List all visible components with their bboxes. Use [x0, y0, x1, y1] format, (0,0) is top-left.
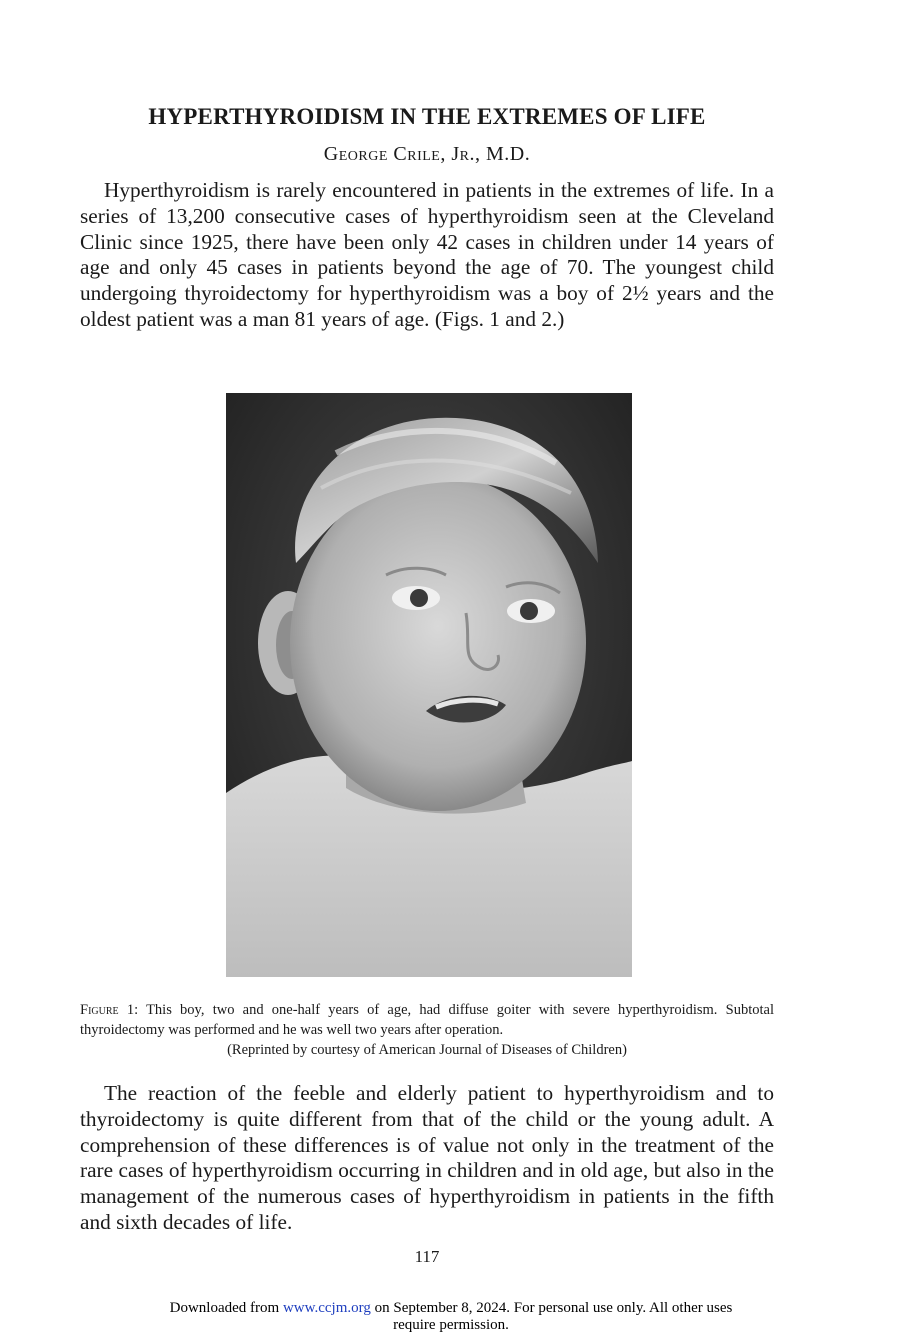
footer-suffix: on September 8, 2024. For personal use only. All other uses require permission.: [374, 1300, 733, 1333]
figure-1-credit: (Reprinted by courtesy of American Journal of Diseases of Children): [227, 1042, 627, 1058]
body-paragraph-1: Hyperthyroidism is rarely encountered in patients in the extremes of life. In a series of 13,200 consecutive cases of hyperthyroidism seen at the Cleveland Clinic since 1925, there have been only 42 cases in children under 14 years of age and only 45 cases in patients beyond the age of 70. The youngest child undergoing thyroidectomy for hyperthyroidism was a boy of 2½ years and the oldest patient was a man 81 years of age. (Figs. 1 and 2.): [80, 178, 774, 331]
article-title: HYPERTHYROIDISM IN THE EXTREMES OF LIFE: [148, 104, 706, 129]
download-footer: [150, 1300, 752, 1334]
ccjm-link[interactable]: www.ccjm.org: [282, 1300, 371, 1316]
footer-prefix: Downloaded from: [169, 1300, 280, 1316]
figure-1-label: Figure 1:: [80, 1002, 139, 1018]
page-number: 117: [414, 1247, 440, 1266]
boy-portrait-image: [226, 393, 632, 977]
figure-1-caption-text: This boy, two and one-half years of age, had diffuse goiter with severe hyperthyroidism. Subtotal thyroidectomy was performed and he was well two years after operation.: [80, 1002, 774, 1038]
article-author: George Crile, Jr., M.D.: [323, 143, 531, 165]
figure-1-photo: [226, 393, 632, 977]
body-paragraph-2: The reaction of the feeble and elderly patient to hyperthyroidism and to thyroidectomy is quite different from that of the child or the young adult. A comprehension of these differences is of value not only in the treatment of the rare cases of hyperthyroidism occurring in children and in old age, but also in the management of the numerous cases of hyperthyroidism in patients in the fifth and sixth decades of life.: [80, 1081, 774, 1234]
figure-1-caption: [80, 1000, 774, 1060]
